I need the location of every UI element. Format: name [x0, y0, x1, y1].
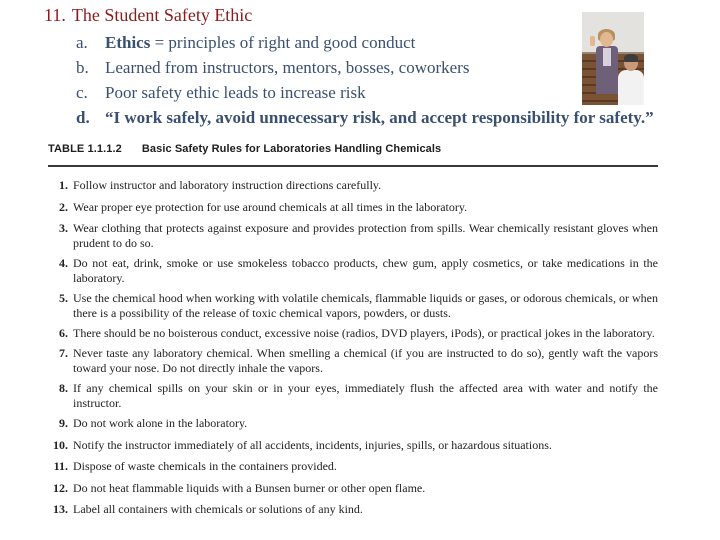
rule-number: 5.	[59, 291, 68, 305]
outline-letter: b.	[76, 58, 89, 77]
table-caption	[48, 143, 441, 155]
heading-number: 11.	[44, 5, 66, 25]
safety-rules-list	[48, 178, 658, 524]
rule-text: Label all containers with chemicals or solutions of any kind.	[73, 502, 363, 516]
outline-letter: a.	[76, 33, 88, 52]
rule-item	[48, 416, 658, 431]
rule-item	[48, 502, 658, 517]
table-title: Basic Safety Rules for Laboratories Handling Chemicals	[141, 143, 442, 155]
rule-number: 9.	[59, 416, 68, 430]
rule-text: Wear proper eye protection for use around chemicals at all times in the laboratory.	[73, 199, 468, 214]
rule-text: Do not heat flammable liquids with a Bunsen burner or other open flame.	[73, 480, 426, 495]
slide-heading	[44, 4, 252, 26]
rule-text: Wear clothing that protects against exposure and provides protection from spills. Wear chemically resistant gloves when prudent to do so.	[73, 221, 658, 250]
rule-item	[48, 200, 658, 215]
photo-woman-shirt	[603, 48, 611, 66]
outline-bold-term: Ethics	[105, 33, 151, 52]
rule-item	[48, 221, 658, 251]
table-label: TABLE 1.1.1.2	[48, 143, 122, 155]
rule-number: 6.	[59, 326, 68, 340]
rule-item	[48, 178, 658, 193]
rule-number: 2.	[59, 199, 68, 214]
rule-number: 13.	[53, 502, 68, 516]
rule-text: There should be no boisterous conduct, excessive noise (radios, DVD players, iPods), or practical jokes in the laboratory.	[73, 326, 655, 340]
courtroom-photo	[582, 12, 644, 105]
rule-item	[48, 291, 658, 321]
rule-text: Dispose of waste chemicals in the containers provided.	[73, 459, 337, 473]
rule-text: Follow instructor and laboratory instruction directions carefully.	[73, 178, 382, 192]
rule-number: 4.	[59, 256, 68, 270]
rule-item	[48, 481, 658, 496]
rule-item	[48, 459, 658, 474]
rule-item	[48, 346, 658, 376]
rule-text: Use the chemical hood when working with volatile chemicals, flammable liquids or gases, or odorous chemicals, or when there is a possibility of the release of toxic chemical vapors, powders, or dusts.	[73, 291, 658, 320]
photo-woman-head	[600, 32, 613, 47]
outline-letter: c.	[76, 83, 88, 102]
photo-man-hair	[624, 54, 638, 62]
rule-number: 12.	[53, 480, 68, 495]
table-rule-divider	[48, 165, 658, 167]
outline-item-a	[76, 30, 654, 55]
photo-raised-hand	[590, 36, 595, 46]
ethic-outline	[76, 30, 654, 130]
rule-text: Never taste any laboratory chemical. When smelling a chemical (if you are instructed to do so), gently waft the vapors toward your nose. Do not directly inhale the vapors.	[73, 346, 658, 375]
outline-item-d	[76, 105, 654, 130]
rule-text: Do not work alone in the laboratory.	[73, 416, 248, 430]
outline-item-c	[76, 80, 654, 105]
rule-text: If any chemical spills on your skin or in your eyes, immediately flush the affected area with water and notify the instructor.	[73, 381, 658, 410]
rule-item	[48, 438, 658, 453]
rule-number: 11.	[53, 459, 68, 473]
outline-text: “I work safely, avoid unnecessary risk, and accept responsibility for safety.”	[105, 108, 654, 127]
outline-text: Learned from instructors, mentors, bosses, coworkers	[105, 58, 470, 77]
outline-text: Poor safety ethic leads to increase risk	[105, 83, 366, 102]
rule-item	[48, 256, 658, 286]
rule-number: 7.	[59, 346, 68, 360]
rule-number: 8.	[59, 381, 68, 395]
rule-number: 10.	[53, 437, 68, 452]
heading-title: The Student Safety Ethic	[71, 5, 253, 25]
photo-man-body	[618, 70, 644, 105]
rule-number: 3.	[59, 221, 68, 235]
rule-number: 1.	[59, 178, 68, 192]
outline-item-b	[76, 55, 654, 80]
rule-item	[48, 381, 658, 411]
outline-text: = principles of right and good conduct	[150, 33, 416, 52]
rule-item	[48, 326, 658, 341]
outline-letter: d.	[76, 108, 90, 127]
rule-text: Notify the instructor immediately of all accidents, incidents, injuries, spills, or hazardous situations.	[73, 437, 552, 452]
rule-text: Do not eat, drink, smoke or use smokeless tobacco products, chew gum, apply cosmetics, or take medications in the laboratory.	[73, 256, 658, 285]
